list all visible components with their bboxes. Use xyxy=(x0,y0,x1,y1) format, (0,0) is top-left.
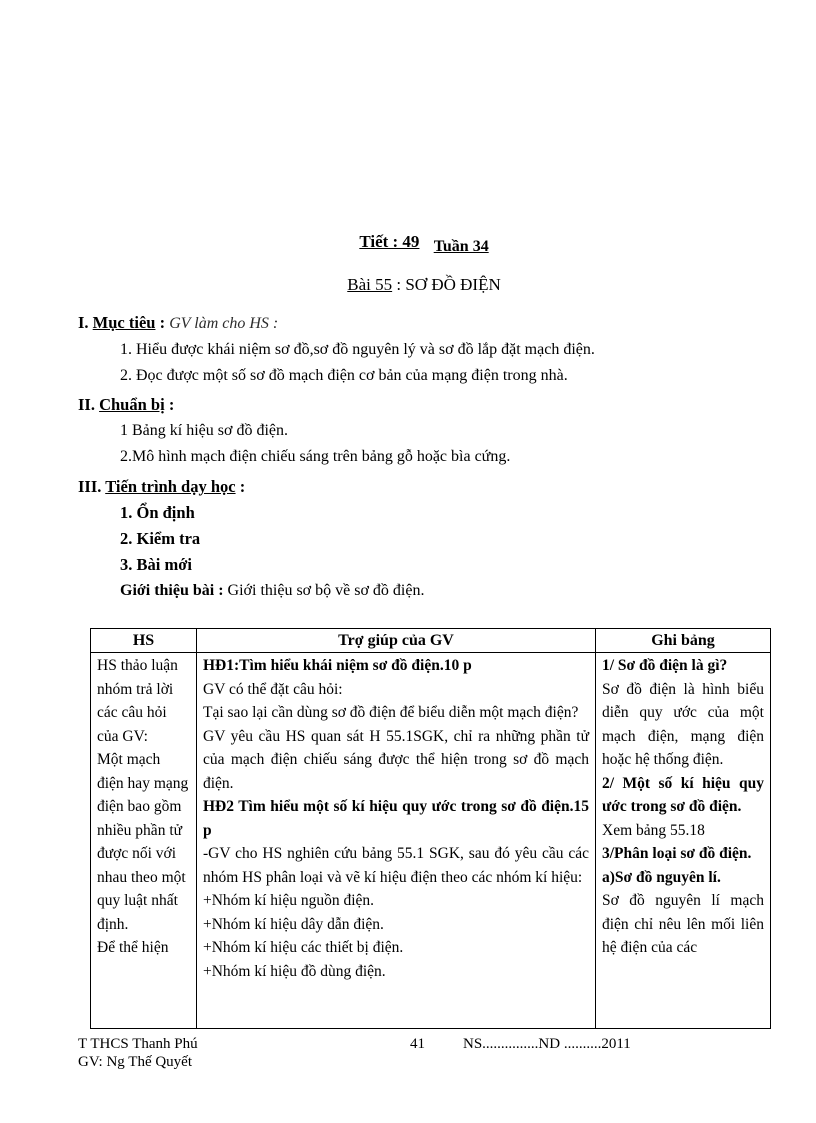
table-paragraph: HĐ1:Tìm hiểu khái niệm sơ đồ điện.10 p xyxy=(203,657,472,674)
section-title: Chuẩn bị xyxy=(99,395,165,414)
section-chuan-bi-heading xyxy=(78,392,770,418)
table-paragraph: Một mạch điện hay mạng điện bao gồm nhiều phần tử được nối với nhau theo một quy luật nhất định. xyxy=(97,751,189,933)
section-title: Tiến trình dạy học xyxy=(105,477,236,496)
chuan-bi-item-2: 2.Mô hình mạch điện chiếu sáng trên bảng gỗ hoặc bìa cứng. xyxy=(120,448,511,465)
section-numeral: I. xyxy=(78,313,93,332)
table-col-gv xyxy=(197,653,596,1029)
lesson-header-line xyxy=(78,232,770,255)
step-kiem-tra: 2. Kiểm tra xyxy=(120,529,201,548)
table-col-ghi-bang xyxy=(596,653,771,1029)
section-numeral: III. xyxy=(78,477,106,496)
lesson-title-text: : SƠ ĐỒ ĐIỆN xyxy=(392,275,501,294)
section-note: GV làm cho HS : xyxy=(169,315,279,332)
table-paragraph: 1/ Sơ đồ điện là gì? xyxy=(602,657,728,674)
lesson-title-line xyxy=(78,275,770,295)
table-paragraph: HS thảo luận nhóm trả lời các câu hỏi của GV: xyxy=(97,657,178,745)
table-paragraph: +Nhóm kí hiệu nguồn điện. xyxy=(203,892,375,909)
table-paragraph: Sơ đồ nguyên lí mạch điện chỉ nêu lên mối liên hệ điện của các xyxy=(602,892,764,956)
table-paragraph: GV yêu cầu HS quan sát H 55.1SGK, chỉ ra những phần tử của mạch điện chiếu sáng được thể hiện trong sơ đồ mạch điện. xyxy=(203,727,589,792)
lesson-number: Tiết : 49 xyxy=(359,232,420,251)
muc-tieu-item-1: 1. Hiểu được khái niệm sơ đồ,sơ đồ nguyên lý và sơ đồ lắp đặt mạch điện. xyxy=(120,341,595,358)
section-colon: : xyxy=(235,477,246,496)
intro-label: Giới thiệu bài : xyxy=(120,582,224,599)
table-col-hs xyxy=(91,653,197,1029)
step-on-dinh: 1. Ổn định xyxy=(120,503,195,522)
table-header-ghi-bang: Ghi bảng xyxy=(596,629,771,653)
footer-teacher-name: GV: Ng Thế Quyết xyxy=(78,1054,193,1070)
intro-text: Giới thiệu sơ bộ về sơ đồ điện. xyxy=(223,582,425,599)
section-colon: : xyxy=(164,395,175,414)
table-header-hs: HS xyxy=(91,629,197,653)
table-paragraph: 2/ Một số kí hiệu quy ước trong sơ đồ điện. xyxy=(602,774,764,815)
footer-page-number: 41 xyxy=(410,1036,425,1052)
section-muc-tieu-heading xyxy=(78,310,770,337)
lesson-title-prefix: Bài 55 xyxy=(347,275,393,294)
table-paragraph: +Nhóm kí hiệu đồ dùng điện. xyxy=(203,962,386,980)
section-tien-trinh-heading xyxy=(78,474,770,500)
table-paragraph: Để thể hiện xyxy=(97,939,169,956)
table-paragraph: HĐ2 Tìm hiểu một số kí hiệu quy ước trong sơ đồ điện.15 p xyxy=(203,798,589,839)
table-header-gv: Trợ giúp của GV xyxy=(197,629,596,653)
table-paragraph: Tại sao lại cần dùng sơ đồ điện để biểu diễn một mạch điện? xyxy=(203,704,579,721)
table-paragraph: GV có thể đặt câu hỏi: xyxy=(203,680,343,698)
section-colon: : xyxy=(155,313,170,332)
table-body-row xyxy=(91,653,771,1029)
table-paragraph: Xem bảng 55.18 xyxy=(602,821,705,839)
lesson-activity-table xyxy=(90,628,771,1029)
intro-line xyxy=(78,578,770,604)
chuan-bi-item-1: 1 Bảng kí hiệu sơ đồ điện. xyxy=(120,422,288,439)
table-paragraph: Sơ đồ điện là hình biểu diễn quy ước của một mạch điện, mạng điện hoặc hệ thống điện. xyxy=(602,680,764,768)
footer-ns-nd-date: NS...............ND ..........2011 xyxy=(463,1036,631,1052)
table-paragraph: a)Sơ đồ nguyên lí. xyxy=(602,868,721,886)
section-numeral: II. xyxy=(78,395,100,414)
table-paragraph: +Nhóm kí hiệu các thiết bị điện. xyxy=(203,939,404,956)
step-bai-moi: 3. Bài mới xyxy=(120,555,192,574)
section-title: Mục tiêu xyxy=(92,313,156,332)
table-paragraph: -GV cho HS nghiên cứu bảng 55.1 SGK, sau đó yêu cầu các nhóm HS phân loại và vẽ kí hiệu điện theo các nhóm kí hiệu: xyxy=(203,845,589,886)
table-paragraph: 3/Phân loại sơ đồ điện. xyxy=(602,845,752,862)
week-number: Tuần 34 xyxy=(433,238,489,255)
table-header-row xyxy=(91,629,771,653)
footer-school-name: T THCS Thanh Phú xyxy=(78,1036,198,1052)
muc-tieu-item-2: 2. Đọc được một số sơ đồ mạch điện cơ bản của mạng điện trong nhà. xyxy=(120,367,568,384)
table-paragraph: +Nhóm kí hiệu dây dẫn điện. xyxy=(203,915,384,933)
